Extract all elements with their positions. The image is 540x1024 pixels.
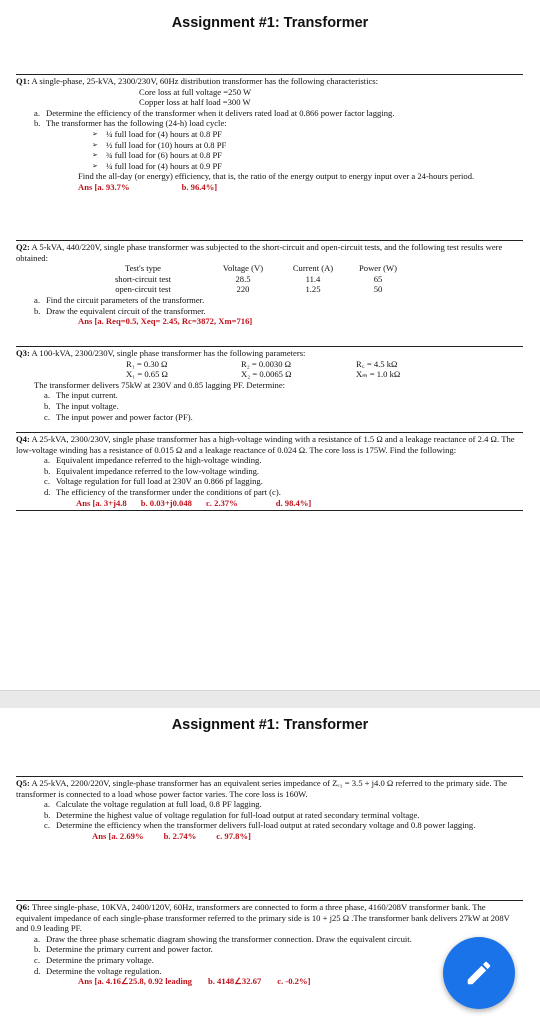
table-header: Test's type	[124, 263, 162, 274]
load-cycle-item: ➢ ¼ full load for (4) hours at 0.9 PF	[92, 160, 223, 171]
page-title: Assignment #1: Transformer	[171, 717, 369, 733]
arrow-bullet-icon: ➢	[92, 129, 98, 138]
list-item: b. The transformer has the following (24-h) load cycle:	[34, 118, 227, 129]
test-results-table	[16, 263, 523, 295]
find-text: Find the all-day (or energy) efficiency, that is, the ratio of the energy output to energy input over a 24-hours period.	[78, 171, 475, 182]
table-cell: 220	[236, 284, 250, 295]
arrow-bullet-icon: ➢	[92, 140, 98, 149]
question-1	[16, 74, 523, 193]
core-loss-line: Core loss at full voltage =250 W	[139, 86, 252, 97]
question-text: A 100-kVA, 2300/230V, single phase transformer has the following parameters:	[31, 348, 306, 358]
answer-line: Ans [a. 4.16∠25.8, 0.92 leading b. 4148∠32.67 c. -0.2%]	[78, 976, 311, 987]
answer-line: Ans [a. 2.69% b. 2.74% c. 97.8%]	[92, 830, 251, 841]
list-item: d. Determine the voltage regulation.	[34, 965, 162, 976]
list-item: c. The input power and power factor (PF).	[44, 411, 193, 422]
list-item: c. Determine the efficiency when the transformer delivers full-load output at rated secondary voltage and 0.8 power lagging.	[44, 820, 476, 831]
table-cell: 28.5	[235, 273, 251, 284]
parameters-grid: R₁ = 0.30 Ω R₂ = 0.0030 Ω R꜀ = 4.5 kΩ X₁ = 0.65 Ω X₂ = 0.0065 Ω Xₘ = 1.0 kΩ	[126, 358, 401, 380]
question-number: Q2:	[16, 242, 30, 252]
table-header: Power (W)	[359, 263, 397, 274]
list-item: a. Calculate the voltage regulation at full load, 0.8 PF lagging.	[44, 799, 262, 810]
copper-loss-line: Copper loss at half load =300 W	[139, 97, 251, 108]
question-number: Q6:	[16, 902, 30, 912]
list-item: b. Draw the equivalent circuit of the transformer.	[34, 305, 206, 316]
table-cell: 65	[373, 273, 383, 284]
question-text: A single-phase, 25-kVA, 2300/230V, 60Hz distribution transformer has the following characteristics:	[31, 76, 379, 86]
question-text: Three single-phase, 10KVA, 2400/120V, 60Hz, transformers are connected to form a three phase, 4160/208V transformer bank. The equivalent impedance of each single-phase transformer referred to the primary side is 10 + j25 Ω .The transformer bank delivers 27kW at 208V and 0.9 leading PF.	[16, 902, 510, 934]
list-item: c. Determine the primary voltage.	[34, 954, 154, 965]
load-cycle-item: ➢ ¼ full load for (4) hours at 0.8 PF	[92, 128, 223, 139]
question-text: A 25-kVA, 2300/230V, single phase transformer has a high-voltage winding with a resistance of 1.5 Ω and a leakage reactance of 2.4 Ω. The low-voltage winding has a resistance of 0.015 Ω and a leakage reactance of 0.024 Ω. The core loss is 175W. Find the following:	[16, 434, 515, 455]
question-number: Q1:	[16, 76, 30, 86]
answer-line: Ans [a. 93.7% b. 96.4%]	[78, 181, 218, 192]
list-item: a. Equivalent impedance referred to the high-voltage winding.	[44, 455, 262, 466]
list-item: b. Determine the primary current and power factor.	[34, 944, 213, 955]
table-cell: open-circuit test	[115, 284, 171, 295]
table-cell: 1.25	[305, 284, 321, 295]
pencil-icon	[464, 958, 494, 988]
page-title: Assignment #1: Transformer	[171, 15, 369, 31]
list-item: a. Determine the efficiency of the transformer when it delivers rated load at 0.866 power factor lagging.	[34, 107, 395, 118]
table-cell: 11.4	[305, 273, 321, 284]
question-number: Q4:	[16, 434, 30, 444]
question-number: Q3:	[16, 348, 30, 358]
table-cell: short-circuit test	[114, 273, 172, 284]
arrow-bullet-icon: ➢	[92, 161, 98, 170]
question-5	[16, 776, 523, 842]
load-cycle-item: ➢ ¾ full load for (6) hours at 0.8 PF	[92, 150, 223, 161]
list-item: c. Voltage regulation for full load at 230V an 0.866 pf lagging.	[44, 476, 263, 487]
page-gap	[0, 690, 540, 710]
table-cell: 50	[373, 284, 383, 295]
answer-line: Ans [a. 3+j4.8 b. 0.03+j0.048 c. 2.37% d. 98.4%]	[76, 497, 312, 508]
question-number: Q5:	[16, 778, 30, 788]
question-text: A 25-kVA, 2200/220V, single-phase transformer has an equivalent series impedance of Zₑ₁ = 3.5 + j4.0 Ω referred to the primary side. The transformer is connected to a load whose power factor varies. The core loss is 160W.	[16, 778, 507, 799]
divider	[16, 510, 523, 511]
list-item: d. The efficiency of the transformer under the conditions of part (c).	[44, 486, 281, 497]
list-item: b. The input voltage.	[44, 400, 119, 411]
question-2	[16, 240, 523, 327]
load-cycle-item: ➢ ½ full load for (10) hours at 0.8 PF	[92, 139, 227, 150]
table-header: Voltage (V)	[222, 263, 264, 274]
delivers-text: The transformer delivers 75kW at 230V and 0.85 lagging PF. Determine:	[34, 379, 286, 390]
arrow-bullet-icon: ➢	[92, 151, 98, 160]
answer-line: Ans [a. Req=0.5, Xeq= 2.45, Rc=3872, Xm=716]	[78, 316, 253, 327]
edit-button[interactable]	[443, 937, 515, 1009]
question-text: A 5-kVA, 440/220V, single phase transformer was subjected to the short-circuit and open-circuit tests, and the following test results were obtained:	[16, 242, 503, 263]
list-item: a. Draw the three phase schematic diagram showing the transformer connection. Draw the equivalent circuit.	[34, 933, 412, 944]
question-3	[16, 346, 523, 422]
list-item: a. Find the circuit parameters of the transformer.	[34, 294, 205, 305]
list-item: a. The input current.	[44, 390, 118, 401]
question-4	[16, 432, 523, 511]
list-item: b. Determine the highest value of voltage regulation for full-load output at rated secondary terminal voltage.	[44, 809, 420, 820]
table-header: Current (A)	[292, 263, 334, 274]
list-item: b. Equivalent impedance referred to the low-voltage winding.	[44, 465, 260, 476]
